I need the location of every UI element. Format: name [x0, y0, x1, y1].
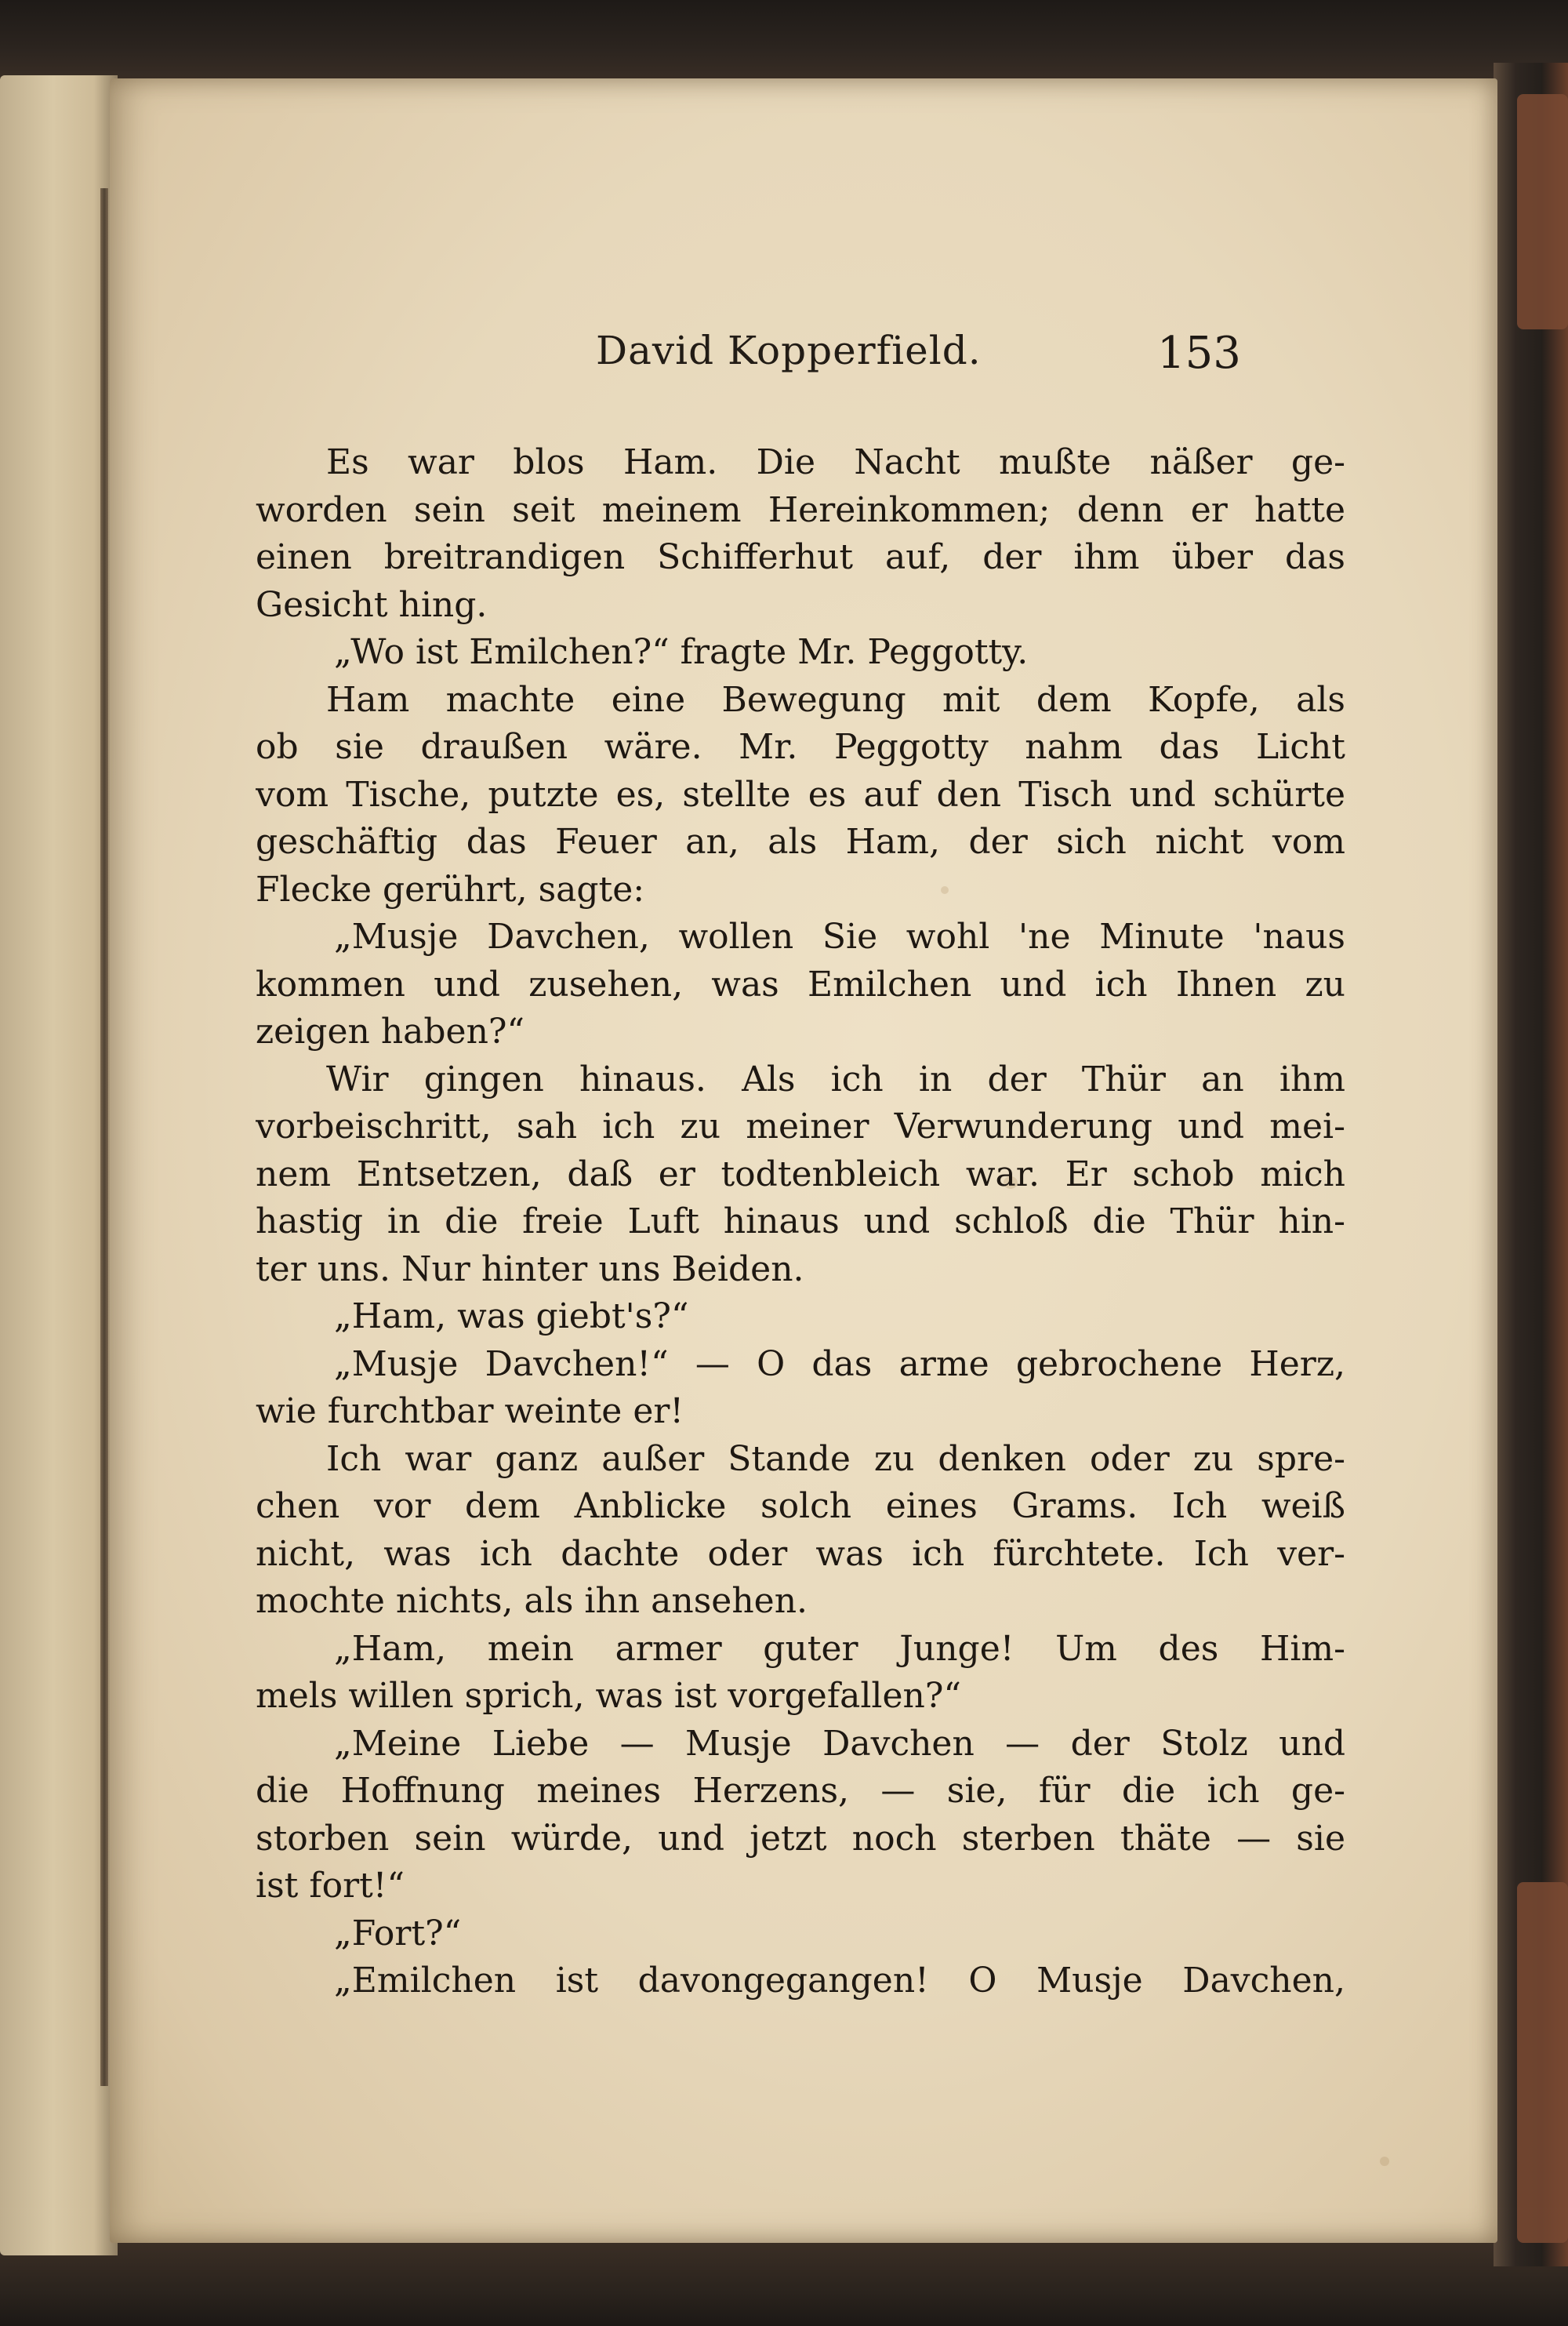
page-number: 153 — [1157, 328, 1241, 379]
text-line: ist fort!“ — [256, 1866, 405, 1906]
text-line: die Hoffnung meines Herzens, — sie, für die ich ge- — [256, 1771, 1345, 1811]
book-spine-gutter — [100, 188, 108, 2086]
body-text — [256, 439, 1345, 2005]
text-line: Ham machte eine Bewegung mit dem Kopfe, als — [326, 679, 1345, 720]
text-line: „Ham, mein armer guter Junge! Um des Him- — [334, 1628, 1345, 1669]
page-header — [110, 328, 1497, 391]
text-line: „Fort?“ — [334, 1913, 462, 1953]
scan-bottom-edge — [0, 2243, 1568, 2326]
text-line: „Emilchen ist davongegangen! O Musje Davchen, — [334, 1961, 1345, 2001]
book-page — [110, 78, 1497, 2243]
text-line: hastig in die freie Luft hinaus und schloß die Thür hin- — [256, 1201, 1345, 1241]
text-line: nicht, was ich dachte oder was ich fürchtete. Ich ver- — [256, 1533, 1345, 1574]
text-line: Ich war ganz außer Stande zu denken oder zu spre- — [326, 1438, 1345, 1479]
text-line: Es war blos Ham. Die Nacht mußte näßer ge- — [326, 442, 1345, 482]
text-line: „Meine Liebe — Musje Davchen — der Stolz und — [334, 1723, 1345, 1764]
running-title: David Kopperfield. — [596, 328, 982, 373]
text-line: ter uns. Nur hinter uns Beiden. — [256, 1248, 804, 1289]
cover-leather-wear — [1517, 94, 1568, 329]
text-line: „Musje Davchen, wollen Sie wohl 'ne Minute 'naus — [334, 917, 1345, 957]
text-line: mochte nichts, als ihn ansehen. — [256, 1581, 808, 1621]
text-line: kommen und zusehen, was Emilchen und ich Ihnen zu — [256, 964, 1345, 1005]
text-line: worden sein seit meinem Hereinkommen; denn er hatte — [256, 489, 1345, 530]
text-line: „Wo ist Emilchen?“ fragte Mr. Peggotty. — [334, 632, 1029, 672]
text-line: „Musje Davchen!“ — O das arme gebrochene Herz, — [334, 1343, 1345, 1384]
text-line: storben sein würde, und jetzt noch sterben thäte — sie — [256, 1818, 1345, 1859]
text-line: chen vor dem Anblicke solch eines Grams. Ich weiß — [256, 1486, 1345, 1526]
text-line: Flecke gerührt, sagte: — [256, 869, 645, 910]
scan-top-edge — [0, 0, 1568, 86]
text-line: geschäftig das Feuer an, als Ham, der sich nicht vom — [256, 822, 1345, 862]
paper-spot — [1380, 2157, 1389, 2166]
text-line: mels willen sprich, was ist vorgefallen?“ — [256, 1676, 961, 1716]
text-line: zeigen haben?“ — [256, 1012, 525, 1052]
text-line: ob sie draußen wäre. Mr. Peggotty nahm das Licht — [256, 727, 1345, 767]
text-line: einen breitrandigen Schifferhut auf, der ihm über das — [256, 537, 1345, 577]
text-line: vorbeischritt, sah ich zu meiner Verwunderung und mei- — [256, 1107, 1345, 1147]
text-line: „Ham, was giebt's?“ — [334, 1296, 689, 1336]
cover-leather-wear — [1517, 1882, 1568, 2243]
text-line: wie furchtbar weinte er! — [256, 1391, 684, 1431]
text-line: Wir gingen hinaus. Als ich in der Thür an ihm — [326, 1059, 1345, 1099]
text-line: nem Entsetzen, daß er todtenbleich war. Er schob mich — [256, 1154, 1345, 1194]
text-line: vom Tische, putzte es, stellte es auf den Tisch und schürte — [256, 774, 1345, 815]
text-line: Gesicht hing. — [256, 584, 488, 625]
